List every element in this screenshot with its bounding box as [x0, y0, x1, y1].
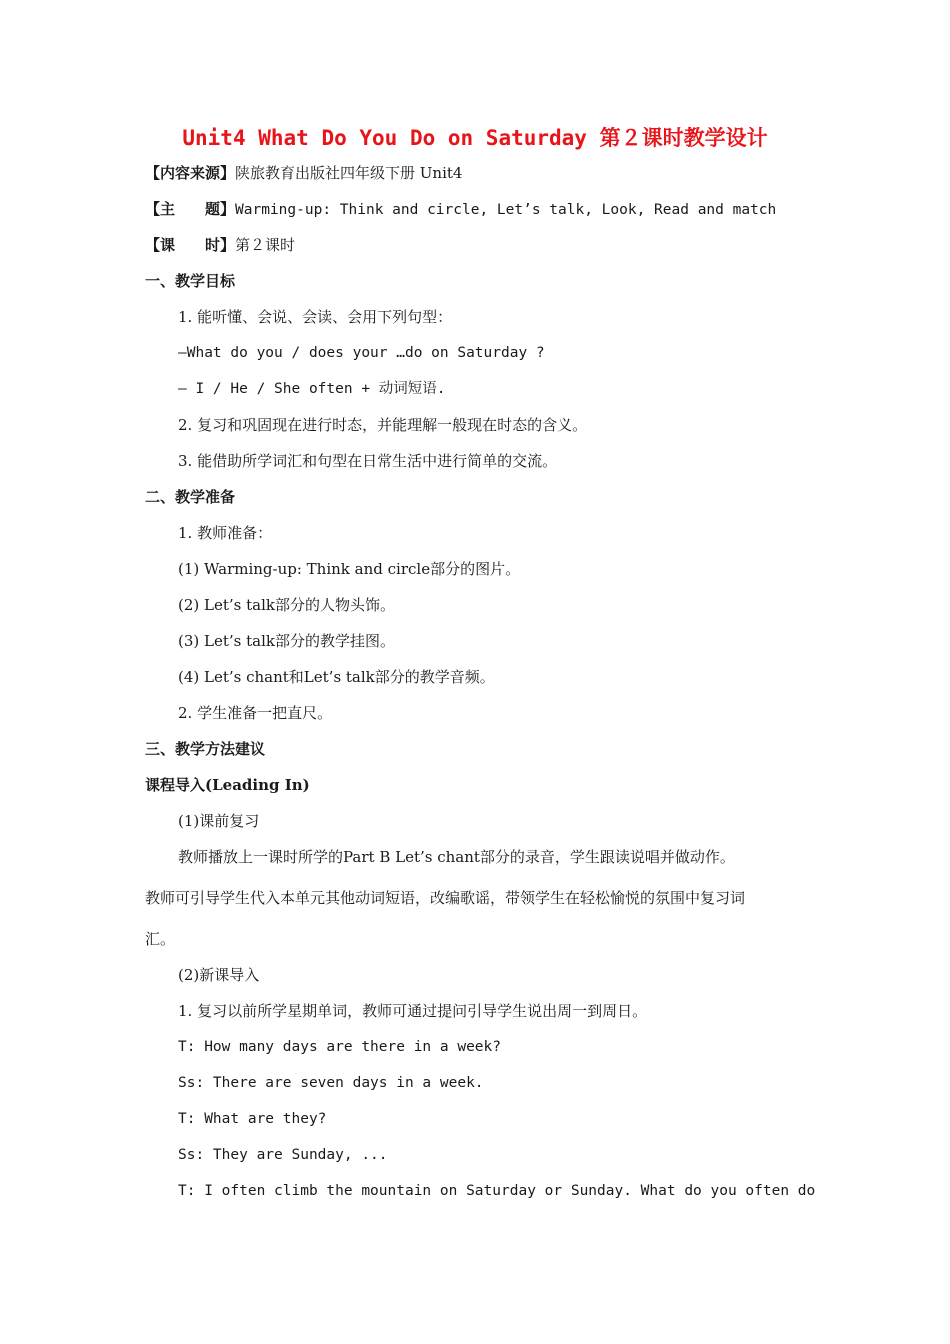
- s1-item: 3. 能借助所学词汇和句型在日常生活中进行简单的交流。: [178, 452, 558, 470]
- s1-item: 1. 能听懂、会说、会读、会用下列句型：: [178, 308, 453, 326]
- s2-item: (3) Let’s talk部分的教学挂图。: [178, 632, 395, 650]
- dialogue-line: T: What are they?: [178, 1111, 327, 1127]
- s1-item: 2. 复习和巩固现在进行时态，并能理解一般现在时态的含义。: [178, 416, 588, 434]
- dialogue-line: Ss: They are Sunday, ...: [178, 1147, 388, 1163]
- s2-item: (2) Let’s talk部分的人物头饰。: [178, 596, 395, 614]
- meta-source: [145, 163, 462, 183]
- dialogue-line: T: I often climb the mountain on Saturday or Sunday. What do you often do: [178, 1183, 816, 1199]
- meta-period: [145, 235, 295, 255]
- new-item: 1. 复习以前所学星期单词，教师可通过提问引导学生说出周一到周日。: [178, 1002, 648, 1020]
- period-label: 【课 时】: [145, 236, 236, 254]
- review-heading: (1)课前复习: [178, 812, 260, 830]
- new-lesson-heading: (2)新课导入: [178, 966, 260, 984]
- s1-item: — I / He / She often + 动词短语.: [178, 381, 446, 397]
- source-value: 陕旅教育出版社四年级下册 Unit4: [235, 164, 463, 182]
- s2-item: 2. 学生准备一把直尺。: [178, 704, 333, 722]
- s2-item: (1) Warming-up: Think and circle部分的图片。: [178, 560, 521, 578]
- review-paragraph-line: 教师播放上一课时所学的Part B Let’s chant部分的录音，学生跟读说唱并做动作。: [178, 848, 735, 866]
- section-1-heading: 一、教学目标: [145, 272, 236, 290]
- review-paragraph-line: 汇。: [145, 930, 176, 948]
- meta-topic: [145, 199, 776, 220]
- review-paragraph-line: 教师可引导学生代入本单元其他动词短语，改编歌谣，带领学生在轻松愉悦的氛围中复习词: [145, 889, 746, 907]
- source-label: 【内容来源】: [145, 164, 236, 182]
- section-3-heading: 三、教学方法建议: [145, 740, 266, 758]
- s1-item: —What do you / does your …do on Saturday ?: [178, 345, 545, 361]
- s2-item: (4) Let’s chant和Let’s talk部分的教学音频。: [178, 668, 495, 686]
- topic-value: Warming-up: Think and circle, Let’s talk, Look, Read and match: [235, 202, 777, 218]
- document-title: Unit4 What Do You Do on Saturday 第２课时教学设计: [182, 126, 768, 150]
- topic-label: 【主 题】: [145, 200, 236, 218]
- dialogue-line: Ss: There are seven days in a week.: [178, 1075, 484, 1091]
- s2-item: 1. 教师准备：: [178, 524, 273, 542]
- period-value: 第２课时: [235, 236, 296, 254]
- section-2-heading: 二、教学准备: [145, 488, 236, 506]
- dialogue-line: T: How many days are there in a week?: [178, 1039, 502, 1055]
- leading-in-heading: 课程导入(Leading In): [145, 776, 310, 794]
